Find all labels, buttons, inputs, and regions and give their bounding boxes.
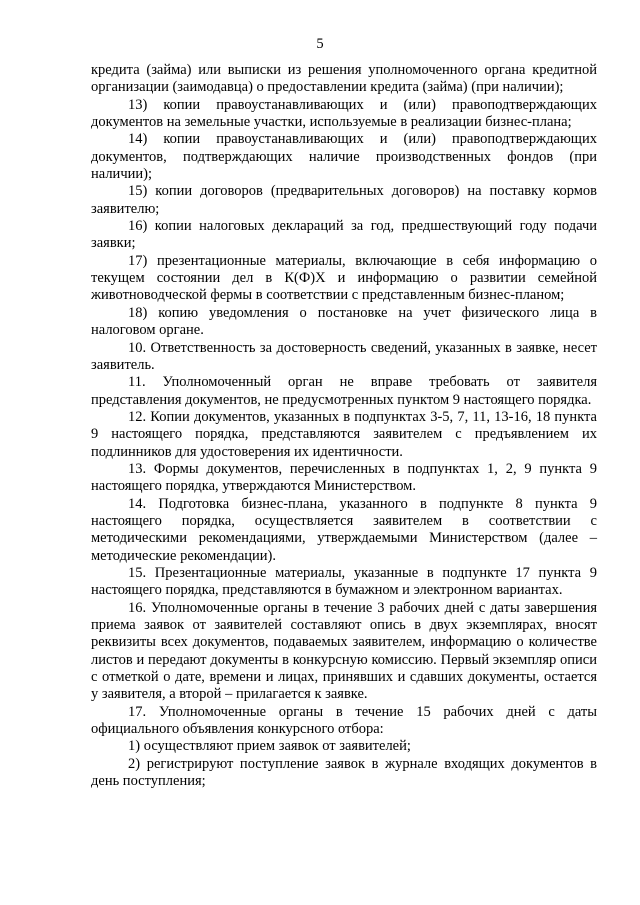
paragraph: 12. Копии документов, указанных в подпунктах 3-5, 7, 11, 13-16, 18 пункта 9 настоящего порядка, представляются заявителем с предъявлением их подлинников для удостоверения их идентичности. xyxy=(91,408,597,460)
paragraph: 18) копию уведомления о постановке на учет физического лица в налоговом органе. xyxy=(91,304,597,339)
paragraph: 15. Презентационные материалы, указанные в подпункте 17 пункта 9 настоящего порядка, представляются в бумажном и электронном вариантах. xyxy=(91,564,597,599)
paragraph: 16. Уполномоченные органы в течение 3 рабочих дней с даты завершения приема заявок от заявителей составляют опись в двух экземплярах, вносят реквизиты всех документов, подаваемых заявителем, информацию о количестве листов и передают документы в конкурсную комиссию. Первый экземпляр описи с отметкой о дате, времени и лицах, принявших и сдавших документы, остается у заявителя, а второй – прилагается к заявке. xyxy=(91,599,597,703)
paragraph: 14. Подготовка бизнес-плана, указанного в подпункте 8 пункта 9 настоящего порядка, осуществляется заявителем в соответствии с методическими рекомендациями, утверждаемыми Министерством (далее – методические рекомендации). xyxy=(91,495,597,564)
paragraph: кредита (займа) или выписки из решения уполномоченного органа кредитной организации (заимодавца) о предоставлении кредита (займа) (при наличии); xyxy=(91,62,597,96)
paragraph: 13. Формы документов, перечисленных в подпунктах 1, 2, 9 пункта 9 настоящего порядка, утверждаются Министерством. xyxy=(91,460,597,495)
paragraph: 17) презентационные материалы, включающие в себя информацию о текущем состоянии дел в К(Ф)Х и информацию о развитии семейной животноводческой фермы в соответствии с представленным бизнес-планом; xyxy=(91,252,597,304)
paragraph: 17. Уполномоченные органы в течение 15 рабочих дней с даты официального объявления конкурсного отбора: xyxy=(91,703,597,738)
page-number: 5 xyxy=(316,36,324,52)
document-body xyxy=(91,62,597,790)
paragraph: 1) осуществляют прием заявок от заявителей; xyxy=(128,738,411,755)
paragraph: 16) копии налоговых деклараций за год, предшествующий году подачи заявки; xyxy=(91,218,597,252)
paragraph: 13) копии правоустанавливающих и (или) правоподтверждающих документов на земельные участки, используемые в реализации бизнес-плана; xyxy=(91,96,597,131)
paragraph: 15) копии договоров (предварительных договоров) на поставку кормов заявителю; xyxy=(91,183,597,217)
paragraph: 10. Ответственность за достоверность сведений, указанных в заявке, несет заявитель. xyxy=(91,339,597,373)
paragraph: 14) копии правоустанавливающих и (или) правоподтверждающих документов, подтверждающих наличие производственных фондов (при наличии); xyxy=(91,131,597,183)
paragraph: 2) регистрируют поступление заявок в журнале входящих документов в день поступления; xyxy=(91,755,597,790)
paragraph: 11. Уполномоченный орган не вправе требовать от заявителя представления документов, не предусмотренных пунктом 9 настоящего порядка. xyxy=(91,374,597,408)
